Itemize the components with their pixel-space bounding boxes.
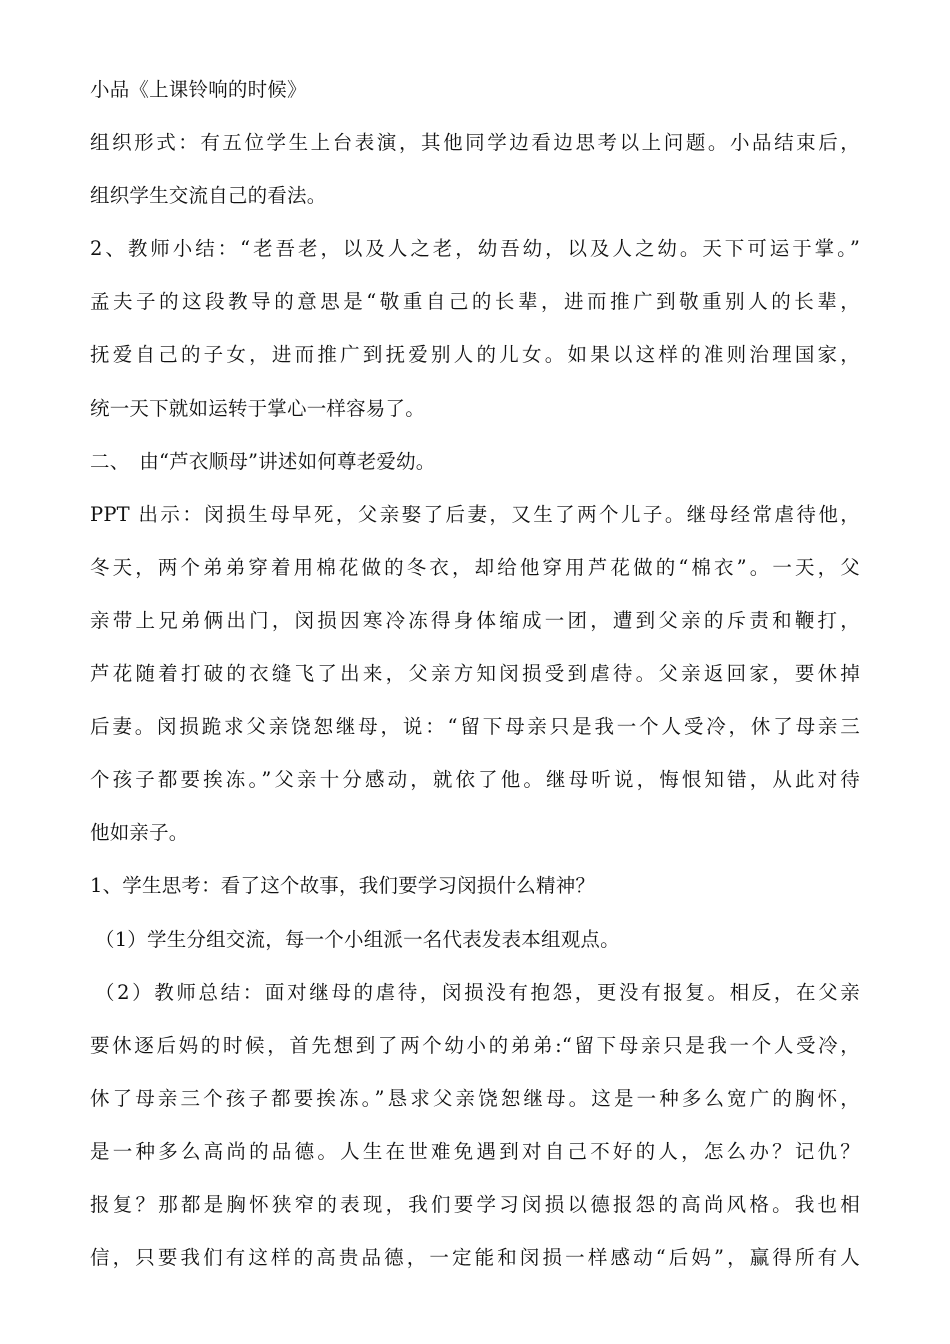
text-line: 要休逐后妈的时候，首先想到了两个幼小的弟弟:“留下母亲只是我一个人受冷，	[90, 1033, 860, 1057]
step-line: （2）教师总结：面对继母的虐待，闵损没有抱怨，更没有报复。相反，在父亲	[95, 980, 860, 1004]
text-line: 亲带上兄弟俩出门，闵损因寒冷冻得身体缩成一团，遭到父亲的斥责和鞭打，	[90, 608, 860, 632]
text-line: 信，只要我们有这样的高贵品德，一定能和闵损一样感动“后妈”，赢得所有人	[90, 1246, 860, 1270]
text-line: 组织学生交流自己的看法。	[90, 184, 327, 208]
text-line: 孟夫子的这段教导的意思是“敬重自己的长辈，进而推广到敬重别人的长辈，	[90, 290, 860, 314]
text-line: 统一天下就如运转于掌心一样容易了。	[90, 396, 425, 420]
text-line: 他如亲子。	[90, 821, 189, 845]
section-heading: 二、 由“芦衣顺母”讲述如何尊老爱幼。	[90, 449, 436, 473]
text-line: 抚爱自己的子女，进而推广到抚爱别人的儿女。如果以这样的准则治理国家，	[90, 343, 860, 367]
text-line: 是一种多么高尚的品德。人生在世难免遇到对自己不好的人，怎么办？记仇？	[90, 1139, 860, 1163]
document-body	[90, 76, 860, 1297]
text-line: 报复？那都是胸怀狭窄的表现，我们要学习闵损以德报怨的高尚风格。我也相	[90, 1192, 860, 1216]
skit-title: 小品《上课铃响的时候》	[90, 78, 307, 101]
text-line: 个孩子都要挨冻。”父亲十分感动，就依了他。继母听说，悔恨知错，从此对待	[90, 768, 860, 792]
question-line: 1、学生思考：看了这个故事，我们要学习闵损什么精神？	[90, 874, 596, 898]
text-line: 后妻。闵损跪求父亲饶恕继母，说：“留下母亲只是我一个人受冷，休了母亲三	[90, 715, 860, 739]
text-line: 组织形式：有五位学生上台表演，其他同学边看边思考以上问题。小品结束后，	[90, 131, 860, 155]
text-line: 芦花随着打破的衣缝飞了出来，父亲方知闵损受到虐待。父亲返回家，要休掉	[90, 662, 860, 686]
step-line: （1）学生分组交流，每一个小组派一名代表发表本组观点。	[95, 927, 620, 951]
text-line: 冬天，两个弟弟穿着用棉花做的冬衣，却给他穿用芦花做的“棉衣”。一天，父	[90, 555, 860, 579]
text-line: 2、教师小结：“老吾老，以及人之老，幼吾幼，以及人之幼。天下可运于掌。”	[90, 237, 860, 261]
text-line: PPT 出示：闵损生母早死，父亲娶了后妻，又生了两个儿子。继母经常虐待他，	[90, 502, 860, 526]
text-line: 休了母亲三个孩子都要挨冻。”恳求父亲饶恕继母。这是一种多么宽广的胸怀，	[90, 1086, 860, 1110]
